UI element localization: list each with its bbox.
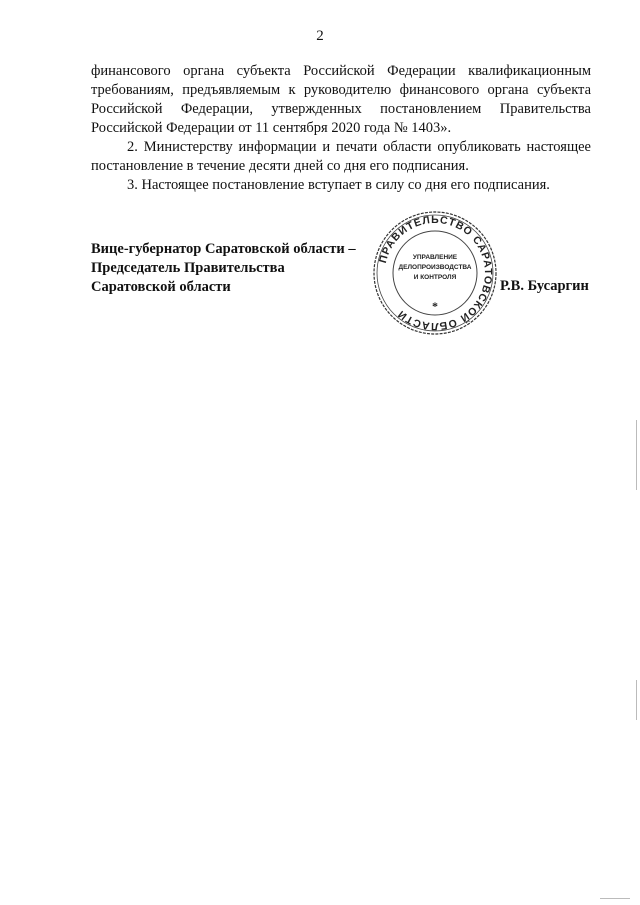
seal-inner-line3: И КОНТРОЛЯ	[413, 274, 457, 281]
signature-title-line3: Саратовской области	[91, 279, 231, 295]
seal-ring-text: ПРАВИТЕЛЬСТВО САРАТОВСКОЙ ОБЛАСТИ	[377, 213, 495, 333]
seal-inner-line2: ДЕЛОПРОИЗВОДСТВА	[398, 264, 472, 271]
signature-title-line2: Председатель Правительства	[91, 260, 285, 276]
seal-inner-line1: УПРАВЛЕНИЕ	[412, 254, 458, 261]
page-number: 2	[316, 28, 324, 44]
paragraph-item-2: 2. Министерству информации и печати области опубликовать настоящее постановление в течение десяти дней со дня его подписания.	[91, 139, 591, 174]
seal-inner-text	[393, 253, 477, 283]
paragraph-continuation: финансового органа субъекта Российской Федерации квалификационным требованиям, предъявляемым к руководителю финансового органа субъекта Российской Федерации, утвержденных постановлением Правительства Российской Федерации от 11 сентября 2020 года № 1403».	[91, 63, 591, 136]
signer-name: Р.В. Бусаргин	[500, 278, 589, 294]
paragraph-item-3: 3. Настоящее постановление вступает в силу со дня его подписания.	[127, 177, 550, 193]
signature-title	[91, 240, 356, 297]
scan-artifact	[636, 420, 637, 490]
seal-star: *	[432, 299, 438, 313]
signature-title-line1: Вице-губернатор Саратовской области –	[91, 241, 356, 257]
scan-artifact	[600, 898, 630, 899]
document-body	[91, 62, 591, 195]
scan-artifact	[636, 680, 637, 720]
